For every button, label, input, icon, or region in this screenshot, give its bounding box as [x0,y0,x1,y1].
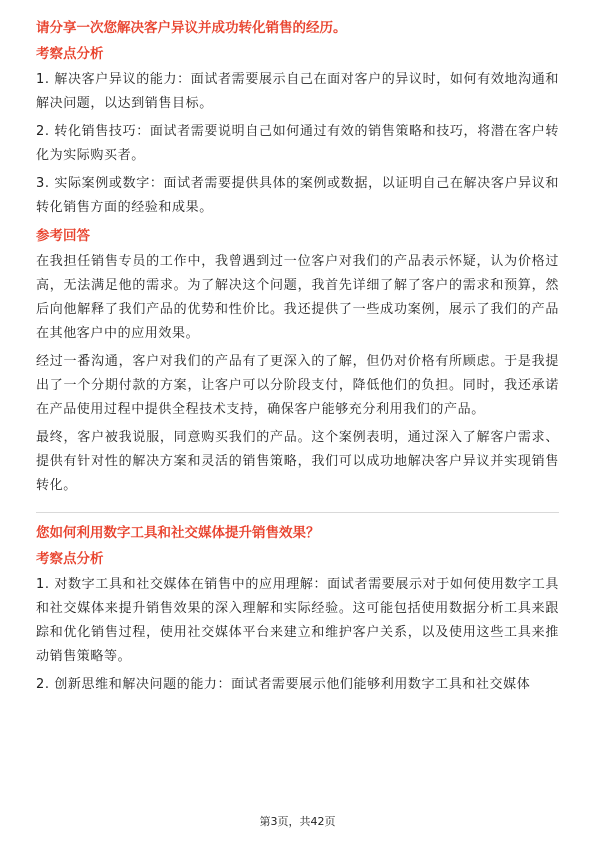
answer-heading: 参考回答 [36,228,90,244]
qa-section-1 [36,18,559,498]
analysis-point-1: 1. 对数字工具和社交媒体在销售中的应用理解：面试者需要展示对于如何使用数字工具和社交媒体来提升销售效果的深入理解和实际经验。这可能包括使用数据分析工具来跟踪和优化销售过程，使用社交媒体平台来建立和维护客户关系，以及使用这些工具来推动销售策略等。 [36,577,559,664]
analysis-point-2: 2. 转化销售技巧：面试者需要说明自己如何通过有效的销售策略和技巧，将潜在客户转化为实际购买者。 [36,124,559,163]
analysis-point-2: 2. 创新思维和解决问题的能力：面试者需要展示他们能够利用数字工具和社交媒体 [36,677,531,692]
analysis-heading: 考察点分析 [36,551,104,567]
question-title: 请分享一次您解决客户异议并成功转化销售的经历。 [36,20,347,36]
analysis-heading: 考察点分析 [36,46,104,62]
page-number: 第3页，共42页 [259,815,336,828]
analysis-point-1: 1. 解决客户异议的能力：面试者需要展示自己在面对客户的异议时，如何有效地沟通和解决问题，以达到销售目标。 [36,72,559,111]
section-divider [36,512,559,513]
answer-paragraph-3: 最终，客户被我说服，同意购买我们的产品。这个案例表明，通过深入了解客户需求、提供有针对性的解决方案和灵活的销售策略，我们可以成功地解决客户异议并实现销售转化。 [36,430,559,493]
analysis-point-3: 3. 实际案例或数字：面试者需要提供具体的案例或数据，以证明自己在解决客户异议和转化销售方面的经验和成果。 [36,176,559,215]
qa-section-2 [36,523,559,697]
answer-paragraph-2: 经过一番沟通，客户对我们的产品有了更深入的了解，但仍对价格有所顾虑。于是我提出了一个分期付款的方案，让客户可以分阶段支付，降低他们的负担。同时，我还承诺在产品使用过程中提供全程技术支持，确保客户能够充分利用我们的产品。 [36,354,559,417]
answer-paragraph-1: 在我担任销售专员的工作中，我曾遇到过一位客户对我们的产品表示怀疑，认为价格过高，无法满足他的需求。为了解决这个问题，我首先详细了解了客户的需求和预算，然后向他解释了我们产品的优势和性价比。我还提供了一些成功案例，展示了我们的产品在其他客户中的应用效果。 [36,254,559,341]
question-title: 您如何利用数字工具和社交媒体提升销售效果？ [36,525,320,541]
